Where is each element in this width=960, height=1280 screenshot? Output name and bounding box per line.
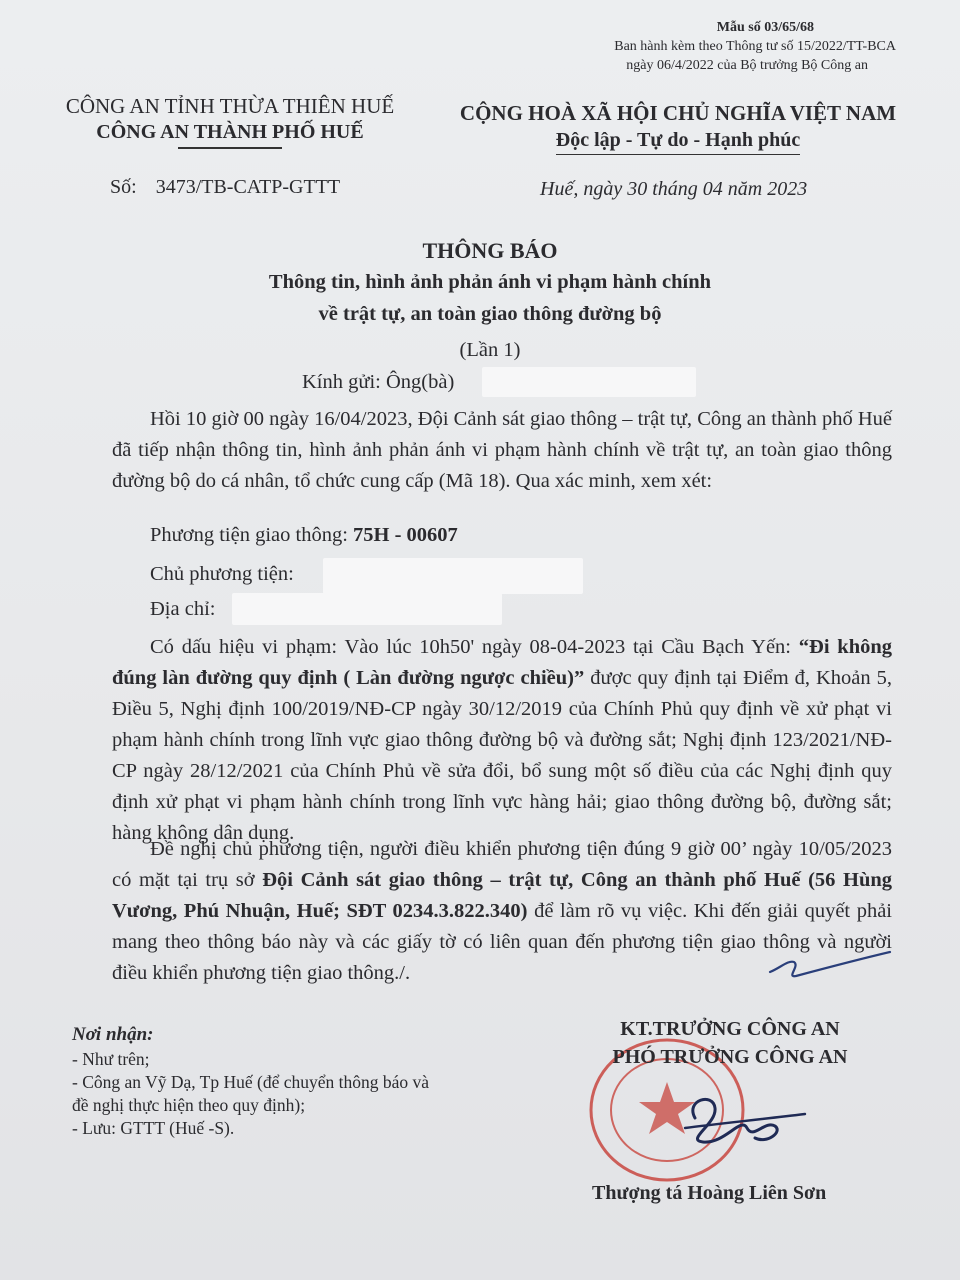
violation-intro: Có dấu hiệu vi phạm: Vào lúc 10h50' ngày 08-04-2023 tại Cầu Bạch Yến:: [150, 636, 791, 658]
form-issued-line2: ngày 06/4/2022 của Bộ trưởng Bộ Công an: [626, 58, 868, 73]
notice-heading: [0, 236, 960, 366]
document-number: [110, 176, 340, 199]
notice-subtitle-1: Thông tin, hình ảnh phản ánh vi phạm hành chính: [268, 271, 712, 293]
notice-subtitle-2: về trật tự, an toàn giao thông đường bộ: [318, 303, 662, 325]
violation-legal: được quy định tại Điểm đ, Khoản 5, Điều 5, Nghị định 100/2019/NĐ-CP ngày 30/12/2019 của Chính Phủ quy định về xử phạt vi phạm hành chính trong lĩnh vực giao thông đường bộ và đường sắt; Nghị định 123/2021/NĐ-CP ngày 28/12/2021 của Chính Phủ về sửa đổi, bổ sung một số điều của các Nghị định quy định xử phạt vi phạm hành chính trong lĩnh vực hàng hải; giao thông đường bộ, đường sắt; hàng không dân dụng.: [112, 667, 893, 844]
recipient-item: - Lưu: GTTT (Huế -S).: [72, 1118, 235, 1138]
paragraph-violation: [112, 632, 892, 849]
pen-stroke: [766, 938, 896, 988]
agency-block: [40, 93, 420, 149]
recipients-title: Nơi nhận:: [72, 1024, 154, 1045]
nation-title: CỘNG HOÀ XÃ HỘI CHỦ NGHĨA VIỆT NAM: [459, 101, 897, 125]
notice-title: THÔNG BÁO: [422, 238, 558, 263]
nation-motto: Độc lập - Tự do - Hạnh phúc: [556, 127, 800, 155]
form-reference: [614, 18, 896, 75]
redaction-address: [232, 593, 502, 625]
recipient-item: đề nghị thực hiện theo quy định);: [72, 1095, 306, 1115]
request-part1: Đề nghị chủ phương tiện, người điều khiển phương tiện đúng 9 giờ 00’ ngày 10/05/2023 có mặt tại trụ sở: [112, 838, 892, 891]
request-office: Đội Cảnh sát giao thông – trật tự, Công an thành phố Huế (56 Hùng Vương, Phú Nhuận, Huế; SĐT 0234.3.822.340): [112, 869, 893, 922]
agency-parent: CÔNG AN TỈNH THỪA THIÊN HUẾ: [65, 94, 395, 118]
recipient-item: - Công an Vỹ Dạ, Tp Huế (để chuyển thông báo và: [72, 1072, 430, 1092]
form-issued-line1: Ban hành kèm theo Thông tư số 15/2022/TT-BCA: [614, 39, 896, 54]
recipient-item: - Như trên;: [72, 1049, 150, 1069]
agency-name-underline: [178, 147, 282, 149]
handwritten-signature: [655, 1080, 815, 1160]
form-code: Mẫu số 03/65/68: [716, 20, 814, 35]
paragraph-violation-text: [112, 632, 892, 849]
signature-line-1: KT.TRƯỞNG CÔNG AN: [620, 1018, 840, 1040]
owner-label: Chủ phương tiện:: [150, 563, 294, 585]
recipients-block: [72, 1022, 429, 1140]
place-date: Huế, ngày 30 tháng 04 năm 2023: [540, 178, 808, 200]
address-row: [150, 598, 215, 621]
request-part2: để làm rõ vụ việc. Khi đến giải quyết phải mang theo thông báo này và các giấy tờ có liên quan đến phương tiện giao thông và người điều khiển phương tiện giao thông./.: [112, 900, 892, 984]
paragraph-receipt: [112, 404, 892, 497]
violation-offense: “Đi không đúng làn đường quy định ( Làn đường ngược chiều)”: [112, 636, 893, 689]
address-label: Địa chỉ:: [150, 598, 216, 620]
notice-round: (Lần 1): [459, 339, 521, 361]
owner-row: [150, 563, 294, 586]
redaction-addressee: [482, 367, 696, 397]
document-number-value: 3473/TB-CATP-GTTT: [155, 176, 341, 198]
paragraph-receipt-text: Hồi 10 giờ 00 ngày 16/04/2023, Đội Cảnh sát giao thông – trật tự, Công an thành phố Huế đã tiếp nhận thông tin, hình ảnh phản ánh vi phạm hành chính về trật tự, an toàn giao thông đường bộ do cá nhân, tổ chức cung cấp (Mã 18). Qua xác minh, xem xét:: [112, 408, 892, 492]
agency-name: CÔNG AN THÀNH PHỐ HUẾ: [96, 121, 364, 143]
signature-title-block: [560, 1015, 900, 1071]
redaction-owner: [323, 558, 583, 594]
vehicle-row: [150, 524, 458, 547]
document-number-label: Số:: [110, 176, 137, 198]
vehicle-label: Phương tiện giao thông:: [150, 524, 348, 546]
vehicle-plate: 75H - 00607: [353, 524, 458, 546]
addressee-label: Kính gửi: Ông(bà): [302, 371, 455, 393]
nation-block: [440, 100, 916, 155]
signer-name: Thượng tá Hoàng Liên Sơn: [592, 1182, 827, 1204]
signature-line-2: PHÓ TRƯỞNG CÔNG AN: [612, 1046, 848, 1068]
